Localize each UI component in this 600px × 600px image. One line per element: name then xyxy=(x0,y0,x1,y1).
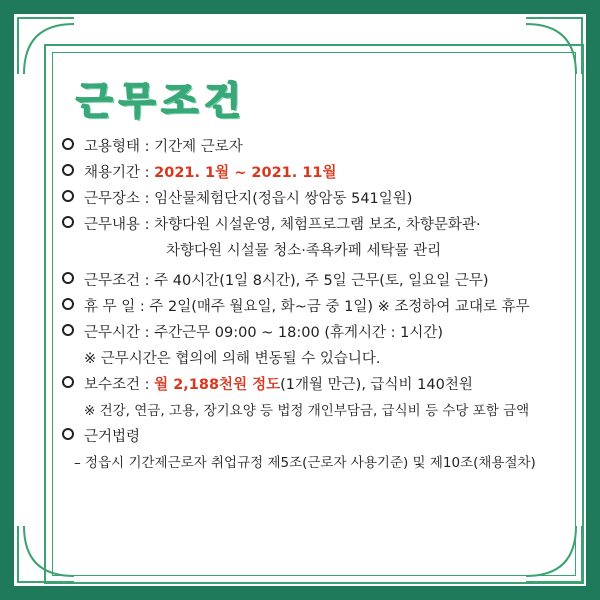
list-item-employment: 고용형태 : 기간제 근로자 xyxy=(62,132,582,158)
item-value: 차향다원 시설운영, 체험프로그램 보조, 차향문화관· xyxy=(154,217,481,233)
corner-ornament-icon xyxy=(14,14,78,78)
list-item-period: 채용기간 : 2021. 1월 ~ 2021. 11월 xyxy=(62,158,582,184)
corner-ornament-icon xyxy=(14,522,78,586)
item-value: 2021. 1월 ~ 2021. 11월 xyxy=(154,165,337,181)
item-value: 기간제 근로자 xyxy=(154,139,243,155)
note-text: – 정읍시 기간제근로자 취업규정 제5조(근로자 사용기준) 및 제10조(채용절차) xyxy=(74,455,536,471)
item-value: 차향다원 시설물 청소·족욕카페 세탁물 관리 xyxy=(166,243,442,259)
list-item-basis xyxy=(62,422,582,448)
circle-bullet-icon xyxy=(62,138,74,150)
note-pay xyxy=(62,396,582,422)
conditions-list xyxy=(62,132,582,474)
corner-ornament-icon xyxy=(522,14,586,78)
list-item-duty-cont xyxy=(62,236,582,266)
note-text: ※ 근무시간은 협의에 의해 변동될 수 있습니다. xyxy=(84,351,381,367)
item-label: 근무조건 xyxy=(84,273,141,289)
item-value: 임산물체험단지(정읍시 쌍암동 541일원) xyxy=(154,191,413,207)
circle-bullet-icon xyxy=(62,164,74,176)
circle-bullet-icon xyxy=(62,298,74,310)
list-item-hours: 근무시간 : 주간근무 09:00 ~ 18:00 (휴게시간 : 1시간) xyxy=(62,318,582,344)
item-label: 고용형태 xyxy=(84,139,141,155)
item-label: 휴 무 일 xyxy=(84,299,136,315)
note-basis xyxy=(62,448,582,474)
list-item-duty: 근무내용 : 차향다원 시설운영, 체험프로그램 보조, 차향문화관· xyxy=(62,210,582,236)
circle-bullet-icon xyxy=(62,216,74,228)
circle-bullet-icon xyxy=(62,428,74,440)
note-text: ※ 건강, 연금, 고용, 장기요양 등 법정 개인부담금, 급식비 등 수당 포함 금액 xyxy=(84,403,530,419)
item-label: 근무장소 xyxy=(84,191,141,207)
pay-highlight: 월 2,188천원 정도 xyxy=(154,377,281,393)
item-label: 근무내용 xyxy=(84,217,141,233)
item-value: 주간근무 09:00 ~ 18:00 (휴게시간 : 1시간) xyxy=(154,325,444,341)
note-hours xyxy=(62,344,582,370)
item-label: 보수조건 xyxy=(84,377,141,393)
circle-bullet-icon xyxy=(62,376,74,388)
item-value: (1개월 만근), 급식비 140천원 xyxy=(280,377,473,393)
page-title: 근무조건 xyxy=(76,79,247,123)
item-value: 주 40시간(1일 8시간), 주 5일 근무(토, 일요일 근무) xyxy=(154,273,489,289)
circle-bullet-icon xyxy=(62,190,74,202)
list-item-place: 근무장소 : 임산물체험단지(정읍시 쌍암동 541일원) xyxy=(62,184,582,210)
circle-bullet-icon xyxy=(62,324,74,336)
corner-ornament-icon xyxy=(522,522,586,586)
item-label: 근거법령 xyxy=(84,429,141,445)
item-value: 주 2일(매주 월요일, 화~금 중 1일) ※ 조정하여 교대로 휴무 xyxy=(149,299,530,315)
list-item-pay: 보수조건 : 월 2,188천원 정도(1개월 만근), 급식비 140천원 xyxy=(62,370,582,396)
list-item-holiday: 휴 무 일 : 주 2일(매주 월요일, 화~금 중 1일) ※ 조정하여 교대로 휴무 xyxy=(62,292,582,318)
list-item-condition: 근무조건 : 주 40시간(1일 8시간), 주 5일 근무(토, 일요일 근무) xyxy=(62,266,582,292)
circle-bullet-icon xyxy=(62,272,74,284)
item-label: 채용기간 xyxy=(84,165,141,181)
item-label: 근무시간 xyxy=(84,325,141,341)
notice-card xyxy=(14,14,586,586)
